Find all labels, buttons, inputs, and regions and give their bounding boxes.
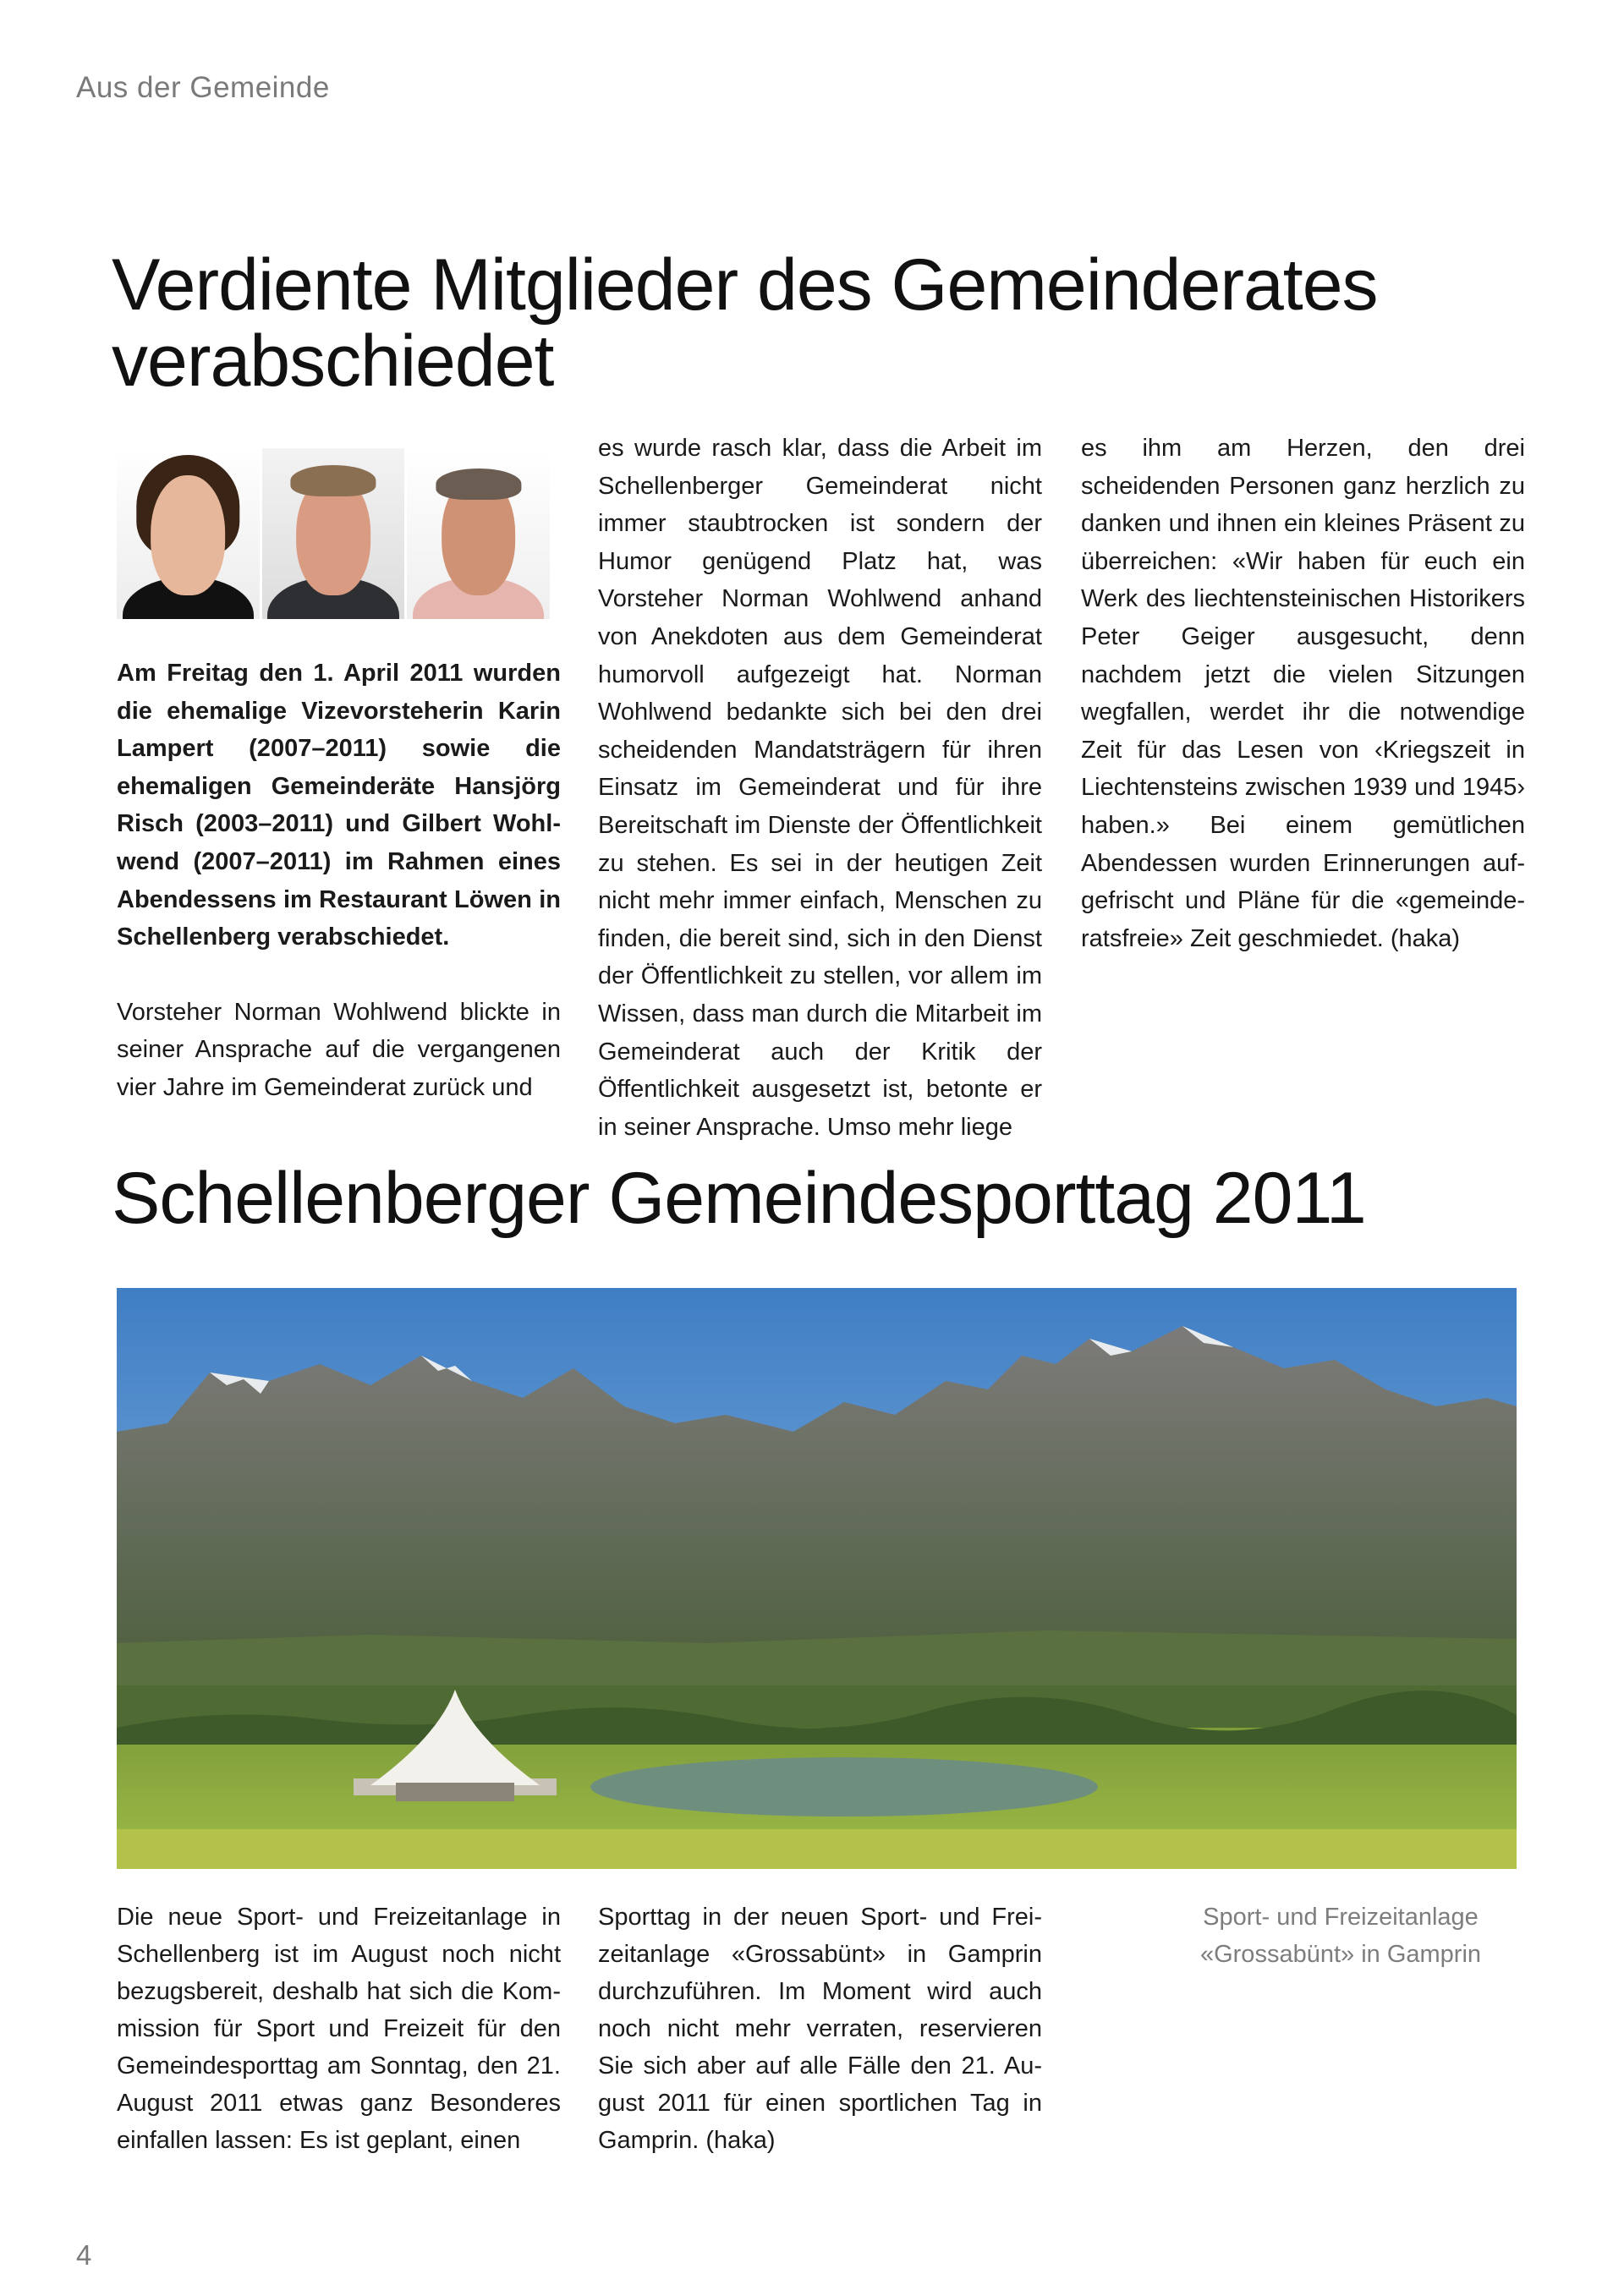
landscape-photo: [117, 1288, 1517, 1869]
portrait-group-photo: [117, 448, 550, 619]
page-number: 4: [76, 2239, 92, 2271]
portrait-karin-lampert: [117, 448, 260, 619]
article1-column-2: [598, 430, 1042, 1146]
article2-body-2: Sporttag in der neuen Sport- und Freizeitanlage «Grossabünt» in Gamprin durchzuführen. Im Moment wird auch noch nicht mehr verraten, reservieren Sie sich aber auf alle Fälle den 21. August 2011 für einen sportlichen Tag in Gamprin. (haka): [598, 1904, 1042, 2154]
portrait-hansjoerg-risch: [262, 448, 405, 619]
article1-title: Verdiente Mitglieder des Gemeinderates verabschiedet: [112, 244, 1378, 402]
article2-column-2: [598, 1899, 1042, 2159]
section-label: Aus der Gemeinde: [76, 71, 330, 104]
article1-body-2: es wurde rasch klar, dass die Arbeit im Schellenberger Gemeinderat nicht immer staubtrocken ist sondern der Humor genügend Platz hat, was Vorsteher Norman Wohlwend anhand von Anekdoten aus dem Gemeinderat humorvoll aufgezeigt hat. Norman Wohlwend bedankte sich bei den drei scheidenden Mandatsträgern für ihren Einsatz im Gemeinderat und für ihre Bereitschaft im Dienste der Öffentlichkeit zu stehen. Es sei in der heutigen Zeit nicht mehr immer einfach, Menschen zu finden, die bereit sind, sich in den Dienst der Öffentlichkeit zu stellen, vor allem im Wissen, dass man durch die Mitarbeit im Gemeinderat auch der Kritik der Öffentlichkeit ausgesetzt ist, betonte er in seiner Ansprache. Umso mehr liege: [598, 435, 1042, 1141]
article1-body-1: Vorsteher Norman Wohlwend blickte in seiner Ansprache auf die vergangenen vier Jahre im Gemeinderat zurück und: [117, 998, 561, 1101]
article2-body-1: Die neue Sport- und Freizeitanlage in Schellenberg ist im August noch nicht bezugsbereit, deshalb hat sich die Kommission für Sport und Freizeit für den Gemeindesporttag am Sonntag, den 21. August 2011 etwas ganz Besonderes einfallen lassen: Es ist geplant, einen: [117, 1904, 561, 2154]
article2-title: Schellenberger Gemeindesporttag 2011: [112, 1158, 1366, 1239]
article2-column-1: [117, 1899, 561, 2159]
article1-column-3: [1081, 430, 1525, 957]
article1-column-1: [117, 655, 561, 1107]
photo-caption: Sport- und Freizeitanlage «Grossabünt» in Gamprin: [1199, 1904, 1482, 1968]
article1-lead: Am Freitag den 1. April 2011 wurden die ehemalige Vizevorsteherin Karin Lampert (2007–2011) sowie die ehemaligen Gemeinderäte Hansjörg Risch (2003–2011) und Gilbert Wohlwend (2007–2011) im Rahmen eines Abendessens im Restaurant Löwen in Schellenberg verabschiedet.: [117, 660, 561, 951]
portrait-gilbert-wohlwend: [407, 448, 550, 619]
article1-body-3: es ihm am Herzen, den drei scheidenden Personen ganz herzlich zu danken und ihnen ein kleines Präsent zu überreichen: «Wir haben für euch ein Werk des liechtensteinischen Historikers Peter Geiger ausgesucht, denn nachdem jetzt die vielen Sitzungen wegfallen, werdet ihr die notwendige Zeit für das Lesen von ‹Kriegszeit in Liechtensteins zwischen 1939 und 1945› haben.» Bei einem gemütlichen Abendessen wurden Erinnerungen aufgefrischt und Pläne für die «gemeinderatsfreie» Zeit geschmiedet. (haka): [1081, 435, 1525, 952]
